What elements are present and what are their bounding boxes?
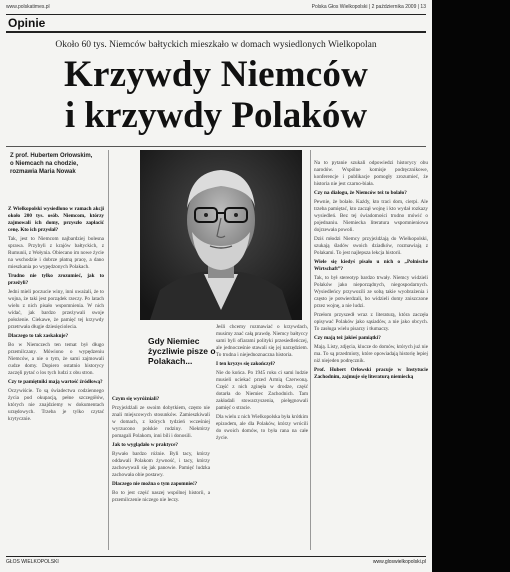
paragraph: Przyjeżdżali ze swoim dobytkiem, często nie znali miejscowych stosunków. Zamieszkiwali w domach, z których tydzień wcześniej wyrzucono polskie rodziny. Niektórzy pomagali Polakom, inni bili i donosili. <box>112 405 210 439</box>
masthead-issue: Polska Głos Wielkopolski | 2 października 2009 | 13 <box>311 4 426 10</box>
headline-line-2: i krzywdy Polaków <box>64 95 368 136</box>
paragraph: Na to pytanie szukali odpowiedzi historycy obu narodów. Wspólne komisje podręcznikowe, konferencje i publikacje pomogły zrozumieć, że historia nie jest czarno-biała. <box>314 160 428 187</box>
interview-question: Czy na dialogu, że Niemców też to bolało? <box>314 190 407 196</box>
interview-question: Z Wielkopolski wysiedlono w ramach akcji około 200 tys. osób. Niemcom, którzy zajmowali ich domy, przyszło zapłacić cenę. Kto ich przysłał? <box>8 206 104 233</box>
paragraph: Jeśli chcemy rozmawiać o krzywdach, musimy znać całą prawdę. Niemcy bałtyccy sami byli ofiarami polityki przesiedleńczej, ale jednocześnie stawali się jej narzędziem. To trudna i niejednoznaczna historia. <box>216 324 308 358</box>
headline-line-1: Krzywdy Niemców <box>63 54 369 95</box>
paragraph: Dziś młodzi Niemcy przyjeżdżają do Wielkopolski, szukają śladów swoich dziadków, rozmawiają z Polakami. To jest najlepsza lekcja historii. <box>314 236 428 256</box>
column-rule <box>108 150 109 550</box>
interview-question: Czy mają też jakieś pamiątki? <box>314 335 381 341</box>
paragraph: Bo to jest część naszej wspólnej historii, a przemilczenie niczego nie leczy. <box>112 490 210 503</box>
paragraph: Mają. Listy, zdjęcia, klucze do domów, których już nie ma. To są przedmioty, które opowiadają historię lepiej niż niejeden podręcznik. <box>314 344 428 364</box>
paragraph: Oczywiście. To są świadectwa codziennego życia pod okupacją, pełne szczegółów, których nie znajdziemy w dokumentach urzędowych. Trzeba je tylko czytać krytycznie. <box>8 388 104 422</box>
interview-question: I ten kryzys się zakończył? <box>216 361 276 367</box>
paragraph: Przełom przyszedł wraz z literaturą, która zaczęła opisywać Polaków jako sąsiadów, a nie jako obcych. To zasługa wielu pisarzy i tłumaczy. <box>314 312 428 332</box>
pull-quote-text: Gdy Niemiec życzliwie pisze o Polakach... <box>148 336 216 367</box>
interview-question: Prof. Hubert Orłowski pracuje w Instytucie Zachodnim, zajmuje się literaturą niemiecką <box>314 367 428 380</box>
headline <box>6 56 426 134</box>
paragraph: Nie do końca. Po 1945 roku ci sami ludzie musieli uciekać przed Armią Czerwoną. Część z nich zginęła w drodze, część dotarła do Niemiec Zachodnich. Tam zakładali stowarzyszenia, pielęgnowali pamięć o stracie. <box>216 370 308 411</box>
redaction-block <box>432 0 510 572</box>
interview-question: Wiele się kiedyś pisało u nich o „Polnische Wirtschaft”? <box>314 259 428 272</box>
paragraph: Bo w Niemczech ten temat był długo przemilczany. Mówiono o wypędzeniu Niemców, a nie o tym, że sami zajmowali cudze domy. Dopiero ostatnio historycy zaczęli pytać o los tych ludzi z obu stron. <box>8 342 104 376</box>
portrait-photo <box>140 150 302 320</box>
pull-quote <box>148 336 224 386</box>
article-column-2 <box>112 396 210 550</box>
article-column-4 <box>314 160 428 550</box>
interview-question: Dlaczego to tak zaskakuje? <box>8 333 69 339</box>
headline-rule <box>6 146 426 147</box>
interview-question: Dlaczego nie można o tym zapomnieć? <box>112 481 198 487</box>
byline: Z prof. Hubertem Orłowskim, o Niemcach na chodzie, rozmawia Maria Nowak <box>10 153 93 176</box>
paragraph: Tak, to był stereotyp bardzo trwały. Niemcy widzieli Polaków jako nieporządnych, niegospodarnych. Wysiedleńcy przywozili ze sobą takie wyobrażenia i często je potwierdzali, bo widzieli domy zniszczone przez wojnę, a nie ludzi. <box>314 275 428 309</box>
paragraph: Dla wielu z nich Wielkopolska była krótkim epizodem, ale dla Polaków, którzy wrócili do swoich domów, to była rana na całe życie. <box>216 414 308 441</box>
paragraph: Tak, jest to Niemcom najbardziej bolesna sprawa. Przybyli z krajów bałtyckich, z Rumunii, z Wołynia. Obiecano im nowe życie na wschodzie i dobrze płatną pracę, a dano mieszkania po wypędzonych Polakach. <box>8 236 104 270</box>
interview-question: Czy te pamiętniki mają wartość źródłową? <box>8 379 103 385</box>
footer-right: www.gloswielkopolski.pl <box>372 559 426 565</box>
section-bar <box>6 14 426 33</box>
section-label: Opinie <box>8 16 46 30</box>
article-column-1 <box>8 206 104 550</box>
running-header <box>6 4 426 12</box>
portrait-illustration <box>140 150 302 320</box>
kicker: Około 60 tys. Niemców bałtyckich mieszkało w domach wysiedlonych Wielkopolan <box>55 40 377 50</box>
paragraph: Bywało bardzo różnie. Byli tacy, którzy oddawali Polakom żywność, i tacy, którzy zachowywali się jak panowie. Pamięć ludzka zachowała obie postawy. <box>112 451 210 478</box>
masthead-url: www.polskatimes.pl <box>6 4 50 10</box>
column-rule <box>310 150 311 550</box>
interview-question: Czym się wyróżniali? <box>112 396 160 402</box>
interview-question: Jak to wyglądało w praktyce? <box>112 442 178 448</box>
paragraph: Pewnie, że bolało. Każdy, kto traci dom, cierpi. Ale trzeba pamiętać, kto zaczął wojnę i kto wydał rozkazy wysiedleń. Bez tej świadomości trudno mówić o pojednaniu. Niemiecka literatura wspomnieniowa dojrzewała powoli. <box>314 199 428 233</box>
footer-left: GŁOS WIELKOPOLSKI <box>6 559 59 565</box>
page-footer <box>6 556 426 567</box>
interview-question: Trudno nie tylko zrozumieć, jak to przeżyli? <box>8 273 104 286</box>
paragraph: Jedni mieli poczucie winy, inni uważali, że to wojna, że taki jest porządek rzeczy. Po latach wielu z nich pisało wspomnienia. W nich widać, jak bardzo przeżywali swoje położenie. Ciekawe, że pamięć tej krzywdy przetrwała długie dziesięciolecia. <box>8 289 104 330</box>
article-column-3 <box>216 324 308 550</box>
